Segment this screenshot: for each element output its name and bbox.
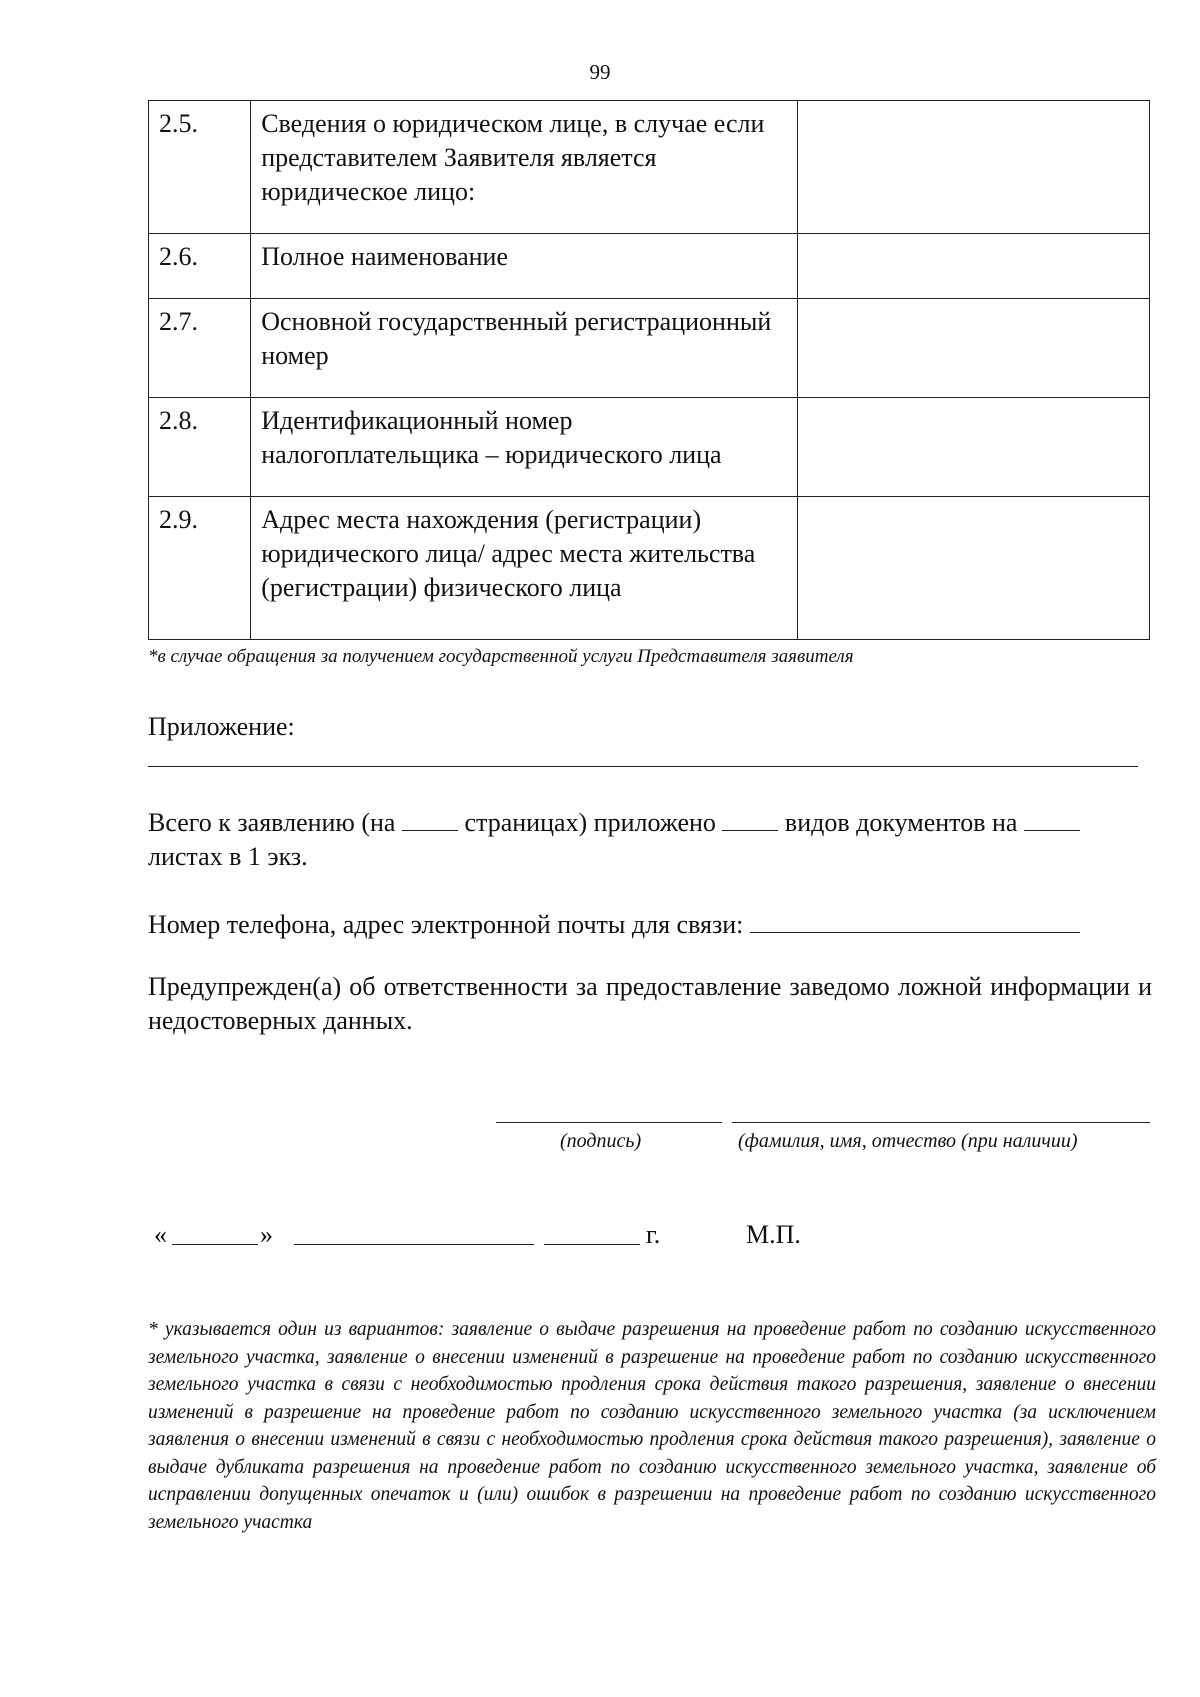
table-row bbox=[149, 234, 1150, 299]
row-number: 2.9. bbox=[149, 497, 251, 640]
warning-paragraph: Предупрежден(а) об ответственности за предоставление заведомо ложной информации и недостоверных данных. bbox=[148, 972, 1152, 1035]
total-text-4: листах в 1 экз. bbox=[148, 842, 308, 871]
attachment-label: Приложение: bbox=[148, 712, 295, 741]
total-text-2: страницах) приложено bbox=[457, 808, 723, 837]
row-value-cell[interactable] bbox=[797, 101, 1149, 234]
date-close-quote: » bbox=[260, 1220, 273, 1249]
row-number: 2.5. bbox=[149, 101, 251, 234]
full-name-field[interactable] bbox=[732, 1122, 1150, 1123]
stamp-label: М.П. bbox=[746, 1220, 801, 1249]
table-row bbox=[149, 398, 1150, 497]
page-number: 99 bbox=[589, 60, 611, 84]
table-row bbox=[149, 497, 1150, 640]
attachment-field[interactable] bbox=[148, 766, 1138, 767]
contact-paragraph bbox=[148, 908, 1152, 942]
applicant-legal-entity-table bbox=[148, 100, 1150, 640]
row-number: 2.6. bbox=[149, 234, 251, 299]
row-value-cell[interactable] bbox=[797, 234, 1149, 299]
table-row bbox=[149, 101, 1150, 234]
signature-field[interactable] bbox=[496, 1122, 722, 1123]
doc-types-count-field[interactable] bbox=[722, 808, 778, 831]
row-value-cell[interactable] bbox=[797, 299, 1149, 398]
month-field[interactable] bbox=[294, 1222, 534, 1245]
total-text-3: видов документов на bbox=[778, 808, 1024, 837]
row-value-cell[interactable] bbox=[797, 398, 1149, 497]
row-label: Полное наименование bbox=[251, 234, 798, 299]
row-number: 2.8. bbox=[149, 398, 251, 497]
row-label: Сведения о юридическом лице, в случае если представителем Заявителя является юридическое лицо: bbox=[251, 101, 798, 234]
total-attachments-paragraph bbox=[148, 806, 1152, 874]
table-footnote: *в случае обращения за получением государственной услуги Представителя заявителя bbox=[148, 646, 854, 667]
full-name-caption: (фамилия, имя, отчество (при наличии) bbox=[738, 1130, 1078, 1152]
day-field[interactable] bbox=[172, 1222, 258, 1245]
year-field[interactable] bbox=[544, 1222, 640, 1245]
total-text-1: Всего к заявлению (на bbox=[148, 808, 402, 837]
pages-count-field[interactable] bbox=[402, 808, 458, 831]
date-row bbox=[148, 1218, 1152, 1258]
table-row bbox=[149, 299, 1150, 398]
contact-label: Номер телефона, адрес электронной почты для связи: bbox=[148, 910, 750, 939]
contact-field[interactable] bbox=[750, 910, 1080, 933]
row-label: Основной государственный регистрационный номер bbox=[251, 299, 798, 398]
bottom-footnote: * указывается один из вариантов: заявление о выдаче разрешения на проведение работ по созданию искусственного земельного участка, заявление о внесении изменений в разрешение на проведение работ по созданию искусственного земельного участка в связи с необходимостью продления срока действия такого разрешения, заявление о внесении изменений в разрешение на проведение работ по созданию искусственного земельного участка (за исключением заявления о внесении изменений в связи с необходимостью продления срока действия такого разрешения), заявление о выдаче дубликата разрешения на проведение работ по созданию искусственного земельного участка, заявление об исправлении допущенных опечаток и (или) ошибок в разрешении на проведение работ по созданию искусственного земельного участка bbox=[148, 1319, 1156, 1533]
signature-caption: (подпись) bbox=[560, 1130, 642, 1152]
row-label: Идентификационный номер налогоплательщика – юридического лица bbox=[251, 398, 798, 497]
row-value-cell[interactable] bbox=[797, 497, 1149, 640]
year-suffix: г. bbox=[646, 1220, 661, 1249]
row-number: 2.7. bbox=[149, 299, 251, 398]
row-label: Адрес места нахождения (регистрации) юридического лица/ адрес места жительства (регистрации) физического лица bbox=[251, 497, 798, 640]
date-open-quote: « bbox=[154, 1220, 167, 1249]
sheets-count-field[interactable] bbox=[1024, 808, 1080, 831]
